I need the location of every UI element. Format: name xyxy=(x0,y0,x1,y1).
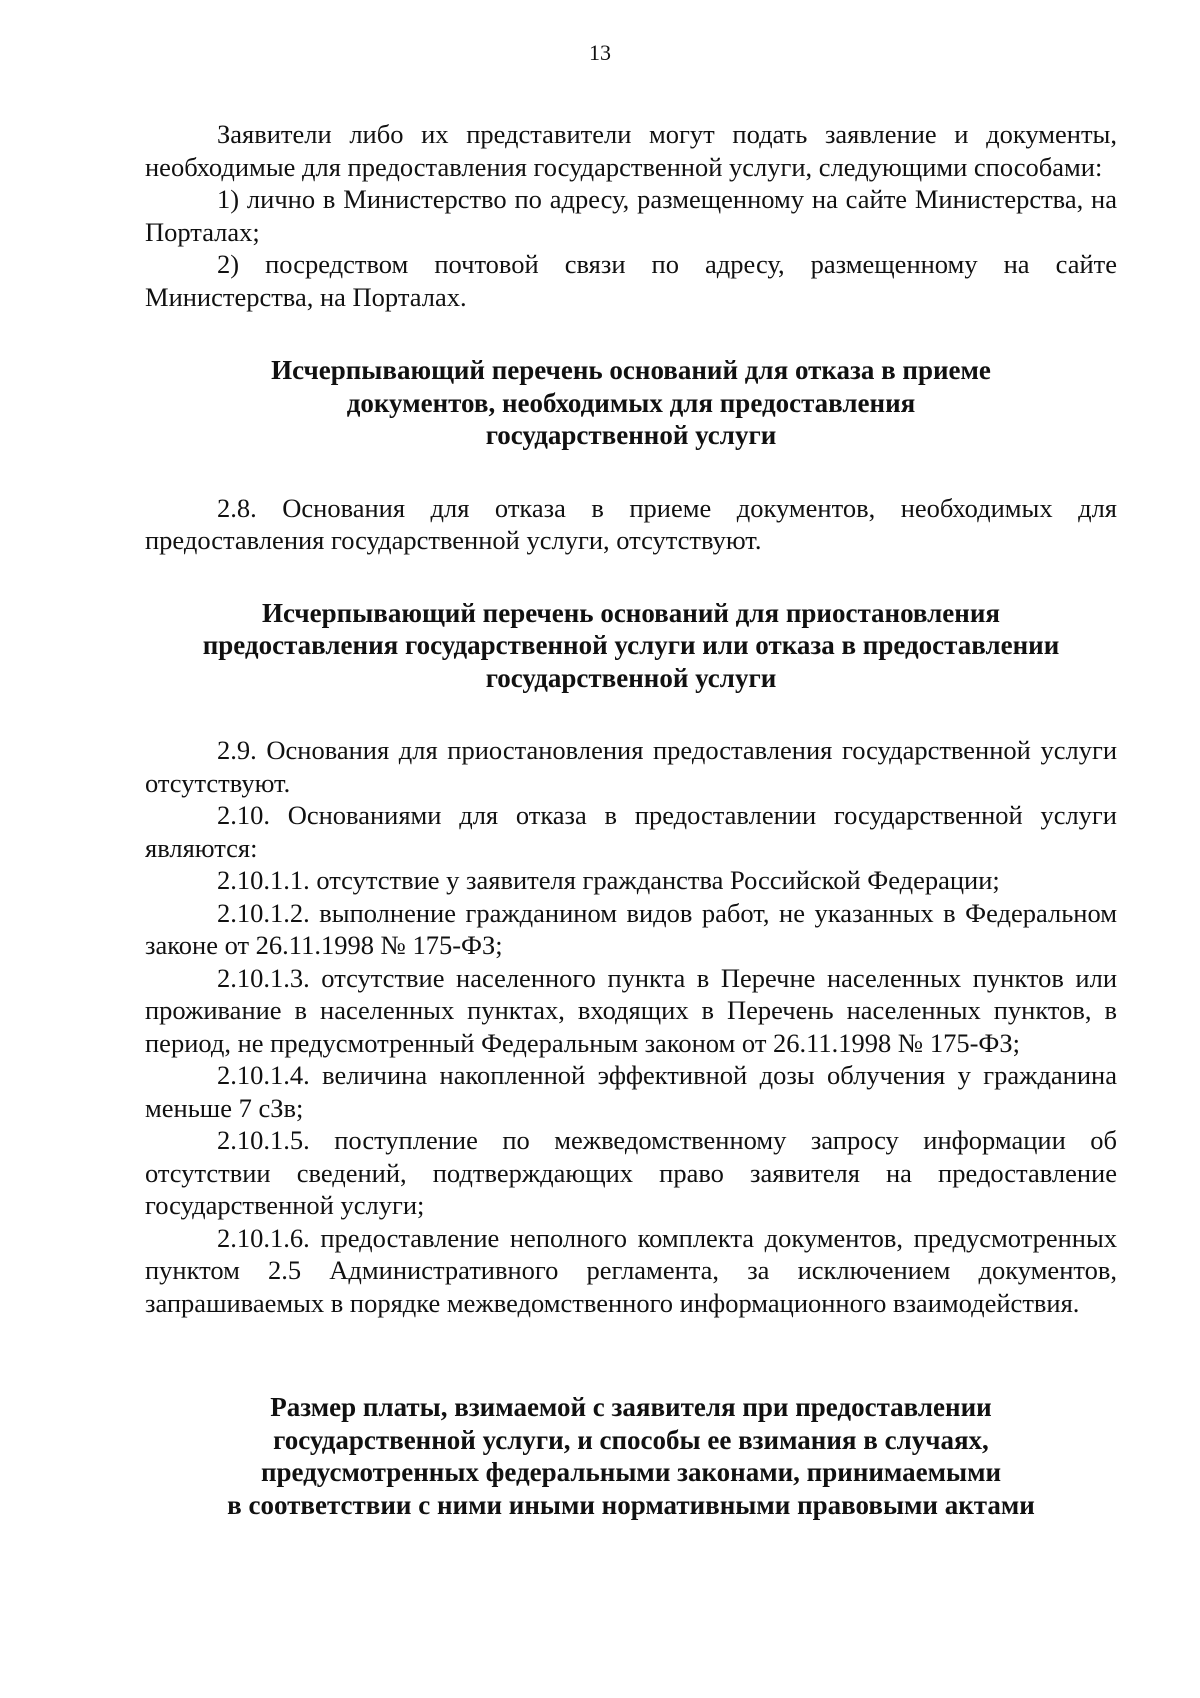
paragraph-2-9: 2.9. Основания для приостановления предоставления государственной услуги отсутствуют. xyxy=(145,735,1117,798)
section-heading-refusal-acceptance xyxy=(145,354,1117,452)
paragraph-2-10-1-3: 2.10.1.3. отсутствие населенного пункта в Перечне населенных пунктов или проживание в населенных пунктах, входящих в Перечень населенных пунктов, в период, не предусмотренный Федеральным законом от 26.11.1998 № 175-ФЗ; xyxy=(145,962,1117,1058)
intro-item-2: 2) посредством почтовой связи по адресу, размещенному на сайте Министерства, на Порталах. xyxy=(145,249,1117,312)
page-number: 13 xyxy=(589,40,611,65)
paragraph-2-8: 2.8. Основания для отказа в приеме документов, необходимых для предоставления государственной услуги, отсутствуют. xyxy=(145,492,1117,555)
heading-line: предусмотренных федеральными законами, принимаемыми xyxy=(260,1457,1002,1487)
paragraph-2-10: 2.10. Основаниями для отказа в предоставлении государственной услуги являются: xyxy=(145,800,1117,863)
heading-line: документов, необходимых для предоставления xyxy=(346,387,916,418)
paragraph-2-10-1-4: 2.10.1.4. величина накопленной эффективной дозы облучения у гражданина меньше 7 сЗв; xyxy=(145,1060,1117,1123)
heading-line: государственной услуги xyxy=(485,420,777,450)
heading-line: в соответствии с ними иными нормативными правовыми актами xyxy=(227,1489,1035,1520)
paragraph-2-10-1-1: 2.10.1.1. отсутствие у заявителя гражданства Российской Федерации; xyxy=(217,865,1000,895)
document-body xyxy=(145,118,1117,1521)
intro-item-1: 1) лично в Министерство по адресу, размещенному на сайте Министерства, на Порталах; xyxy=(145,184,1117,247)
section-heading-suspension-refusal xyxy=(145,597,1117,695)
paragraph-2-10-1-2: 2.10.1.2. выполнение гражданином видов работ, не указанных в Федеральном законе от 26.11.1998 № 175-ФЗ; xyxy=(145,897,1117,960)
paragraph-2-10-1-5: 2.10.1.5. поступление по межведомственному запросу информации об отсутствии сведений, подтверждающих право заявителя на предоставление государственной услуги; xyxy=(145,1125,1117,1220)
heading-line: Исчерпывающий перечень оснований для приостановления xyxy=(261,597,1001,628)
heading-line: государственной услуги xyxy=(485,662,777,693)
heading-line: государственной услуги, и способы ее взимания в случаях, xyxy=(273,1424,989,1455)
section-heading-fee xyxy=(145,1391,1117,1521)
heading-line: Исчерпывающий перечень оснований для отказа в приеме xyxy=(271,355,991,385)
intro-paragraph: Заявители либо их представители могут подать заявление и документы, необходимые для предоставления государственной услуги, следующими способами: xyxy=(145,119,1117,182)
paragraph-2-10-1-6: 2.10.1.6. предоставление неполного комплекта документов, предусмотренных пунктом 2.5 Административного регламента, за исключением документов, запрашиваемых в порядке межведомственного информационного взаимодействия. xyxy=(145,1222,1117,1318)
heading-line: Размер платы, взимаемой с заявителя при предоставлении xyxy=(270,1392,992,1422)
heading-line: предоставления государственной услуги или отказа в предоставлении xyxy=(202,630,1060,660)
